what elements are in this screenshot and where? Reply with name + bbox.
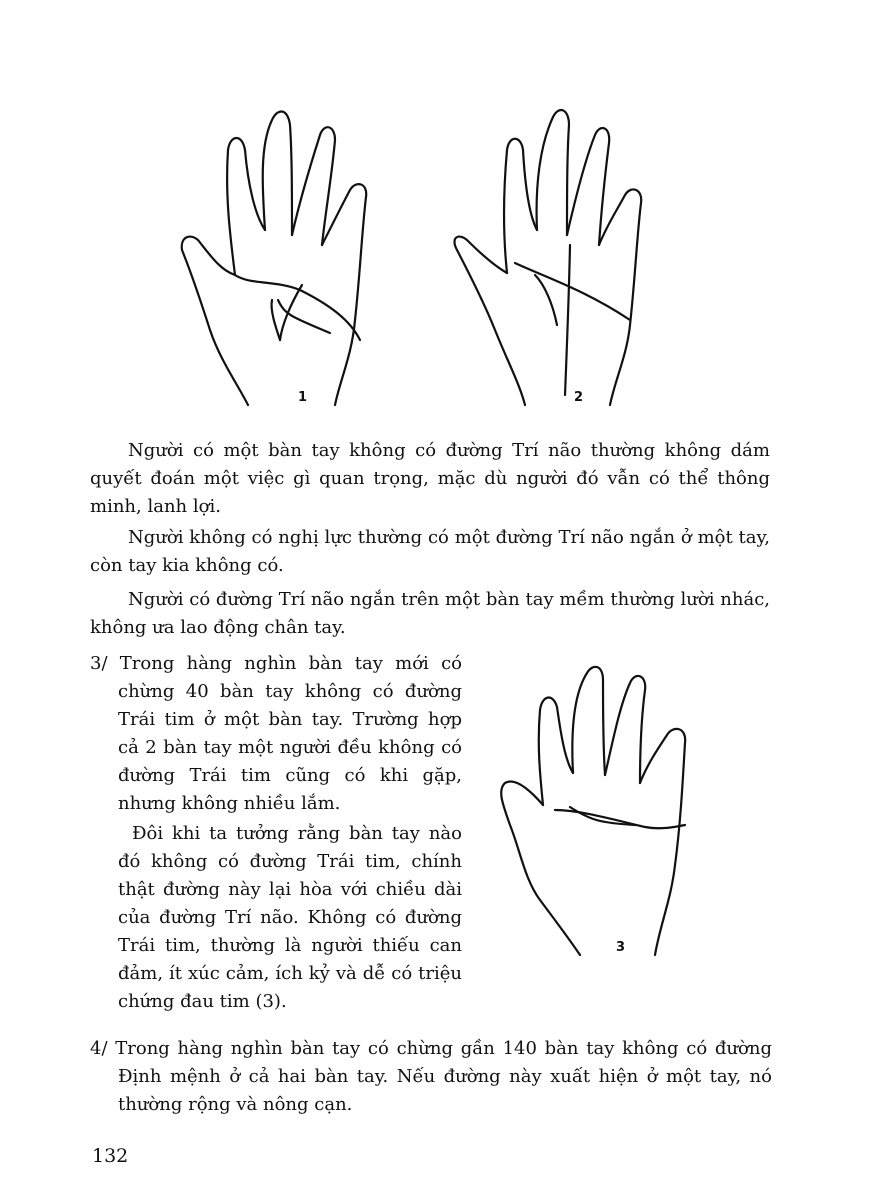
palm-figure-2 <box>445 105 655 415</box>
figure-number-2: 2 <box>574 390 584 405</box>
figure-number-3: 3 <box>616 940 626 955</box>
page-number: 132 <box>92 1145 129 1167</box>
paragraph-2: Người không có nghị lực thường có một đường Trí não ngắn ở một tay, còn tay kia không có. <box>90 527 770 576</box>
figure-number-1: 1 <box>298 390 308 405</box>
palm-no-head-line-icon <box>180 105 380 415</box>
paragraph-item-3-continued: Đôi khi ta tưởng rằng bàn tay nào đó không có đường Trái tim, chính thật đường này lại hòa với chiều dài của đường Trí não. Không có đường Trái tim, thường là người thiếu can đảm, ít xúc cảm, ích kỷ và dễ có triệu chứng đau tim (3). <box>118 823 462 1012</box>
paragraph-3: Người có đường Trí não ngắn trên một bàn tay mềm thường lười nhác, không ưa lao động chân tay. <box>90 589 770 638</box>
palm-no-heart-line-icon <box>495 655 700 965</box>
paragraph-1: Người có một bàn tay không có đường Trí não thường không dám quyết đoán một việc gì quan trọng, mặc dù người đó vẫn có thể thông minh, lanh lợi. <box>90 440 770 517</box>
paragraph-item-4: 4/ Trong hàng nghìn bàn tay có chừng gần 140 bàn tay không có đường Định mệnh ở cả hai bàn tay. Nếu đường này xuất hiện ở một tay, nó thường rộng và nông cạn. <box>90 1038 772 1115</box>
palm-figure-3 <box>495 655 700 965</box>
paragraph-item-3: 3/ Trong hàng nghìn bàn tay mới có chừng 40 bàn tay không có đường Trái tim ở một bàn tay. Trường hợp cả 2 bàn tay một người đều không có đường Trái tim cũng có khi gặp, nhưng không nhiều lắm. <box>90 653 462 814</box>
palm-short-head-line-icon <box>445 105 655 415</box>
palm-figure-1 <box>180 105 380 415</box>
